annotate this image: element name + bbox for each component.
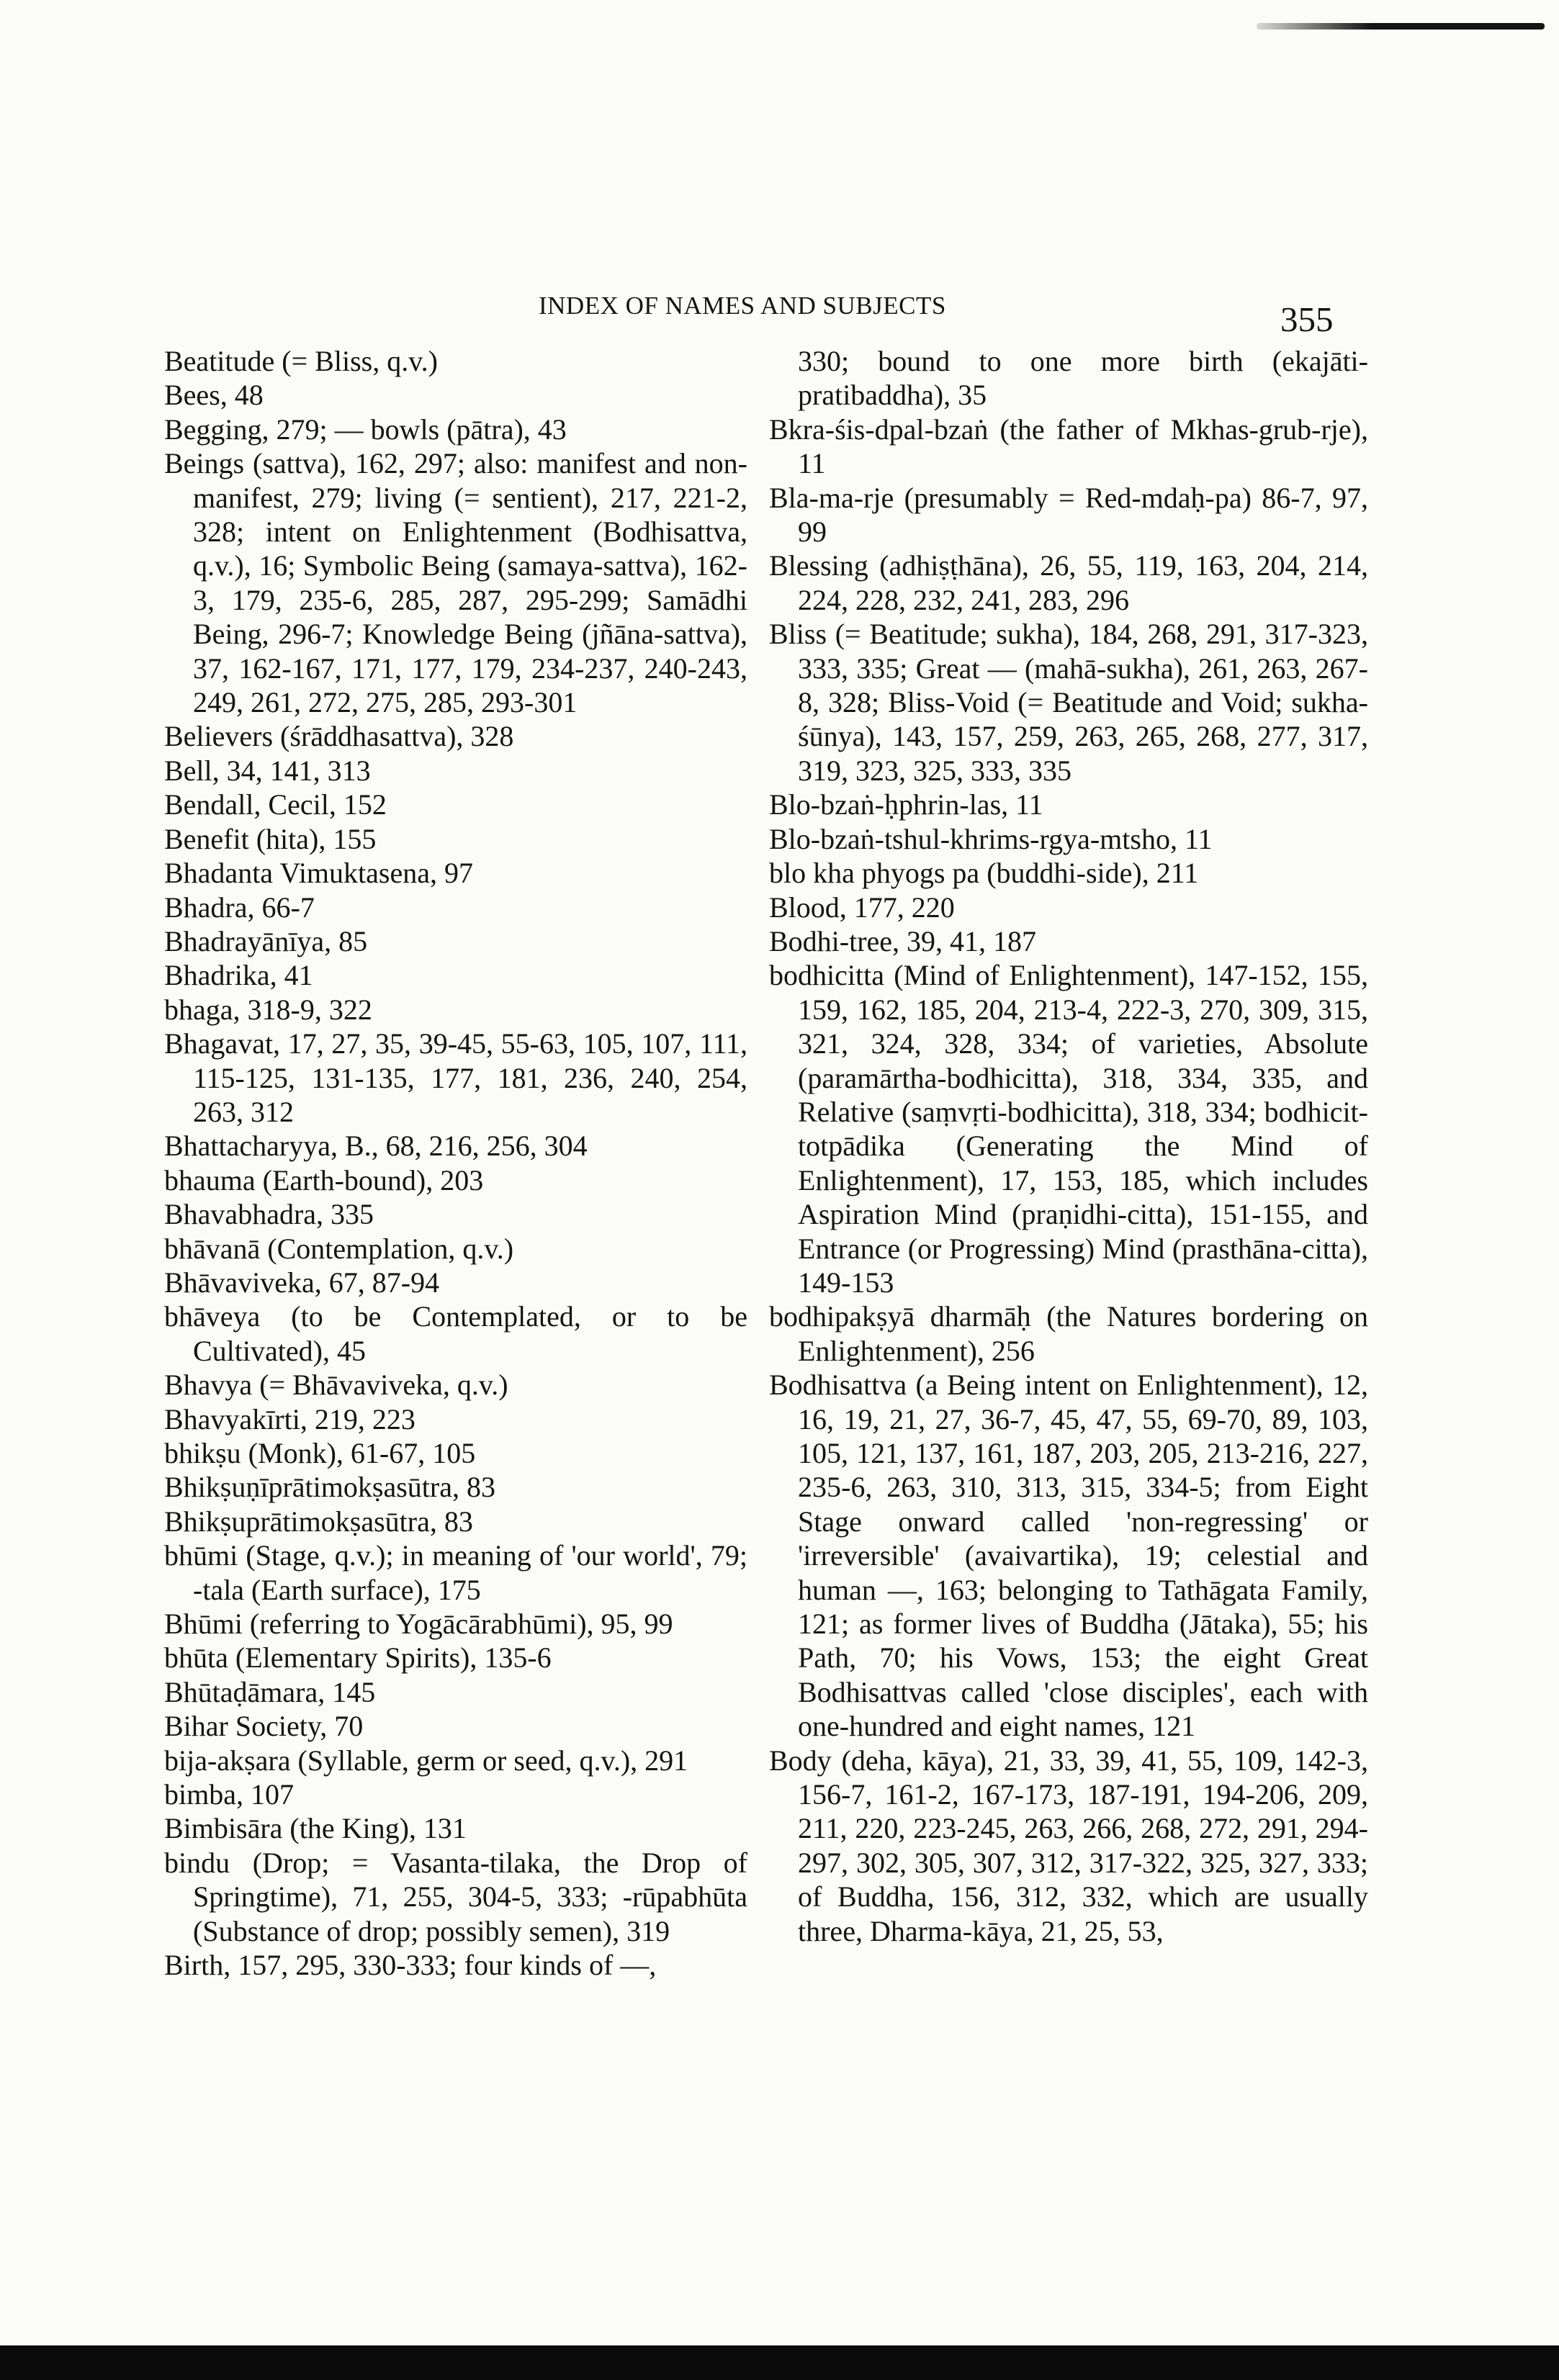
index-entry: Benefit (hita), 155 bbox=[164, 822, 377, 855]
index-entry: Bhavya (= Bhāvaviveka, q.v.) bbox=[164, 1369, 508, 1402]
index-entry: Bees, 48 bbox=[164, 379, 264, 412]
bottom-scan-band bbox=[0, 2345, 1559, 2380]
index-entry: Begging, 279; — bowls (pātra), 43 bbox=[164, 413, 567, 446]
index-entry: Bihar Society, 70 bbox=[164, 1710, 364, 1743]
index-entry: Bhavabhadra, 335 bbox=[164, 1198, 374, 1231]
index-entry: Bhagavat, 17, 27, 35, 39-45, 55-63, 105, 107, 111, 115-125, 131-135, 177, 181, 236, 240, 254, 263, 312 bbox=[164, 1027, 747, 1128]
index-entry: Bhadanta Vimuktasena, 97 bbox=[164, 857, 473, 890]
index-entry: bhūta (Elementary Spirits), 135-6 bbox=[164, 1641, 552, 1674]
index-entry: bija-akṣara (Syllable, germ or seed, q.v.), 291 bbox=[164, 1744, 688, 1777]
index-entry: Blood, 177, 220 bbox=[769, 891, 955, 924]
index-entry: bodhicitta (Mind of Enlightenment), 147-152, 155, 159, 162, 185, 204, 213-4, 222-3, 270, 309, 315, 321, 324, 328, 334; of varieties, Absolute (paramārtha-bodhicitta), 318, 334, 335, and Relative (saṃvṛti-bodhicitta), 318, 334; bodhicit-totpādika (Generating the Mind of Enlightenment), 17, 153, 185, which includes Aspiration Mind (praṇidhi-citta), 151-155, and Entrance (or Progressing) Mind (prasthāna-citta), 149-153 bbox=[769, 959, 1368, 1299]
index-entry: Blo-bzaṅ-tshul-khrims-rgya-mtsho, 11 bbox=[769, 822, 1213, 855]
index-entry: bhikṣu (Monk), 61-67, 105 bbox=[164, 1437, 476, 1469]
index-entry: Bkra-śis-dpal-bzaṅ (the father of Mkhas-grub-rje), 11 bbox=[769, 413, 1368, 480]
index-entry: blo kha phyogs pa (buddhi-side), 211 bbox=[769, 857, 1199, 890]
page-number: 355 bbox=[1280, 299, 1334, 339]
index-entry: Bla-ma-rje (presumably = Red-mdaḥ-pa) 86-7, 97, 99 bbox=[769, 481, 1368, 549]
index-entry: Bhadra, 66-7 bbox=[164, 891, 315, 924]
index-entry: Bhikṣuṇīprātimokṣasūtra, 83 bbox=[164, 1471, 495, 1504]
index-entry: Beings (sattva), 162, 297; also: manifest and non-manifest, 279; living (= sentient), 217, 221-2, 328; intent on Enlightenment (Bodhisattva, q.v.), 16; Symbolic Being (samaya-sattva), 162-3, 179, 235-6, 285, 287, 295-299; Samādhi Being, 296-7; Knowledge Being (jñāna-sattva), 37, 162-167, 171, 177, 179, 234-237, 240-243, 249, 261, 272, 275, 285, 293-301 bbox=[164, 447, 747, 719]
index-entry: bhauma (Earth-bound), 203 bbox=[164, 1163, 484, 1196]
index-entry: Bendall, Cecil, 152 bbox=[164, 788, 387, 821]
index-entry: bodhipakṣyā dharmāḥ (the Natures bordering on Enlightenment), 256 bbox=[769, 1300, 1368, 1367]
index-entry: Bhavyakīrti, 219, 223 bbox=[164, 1402, 415, 1435]
index-entry: Blo-bzaṅ-ḥphrin-las, 11 bbox=[769, 788, 1043, 821]
top-scan-rule bbox=[1257, 23, 1545, 30]
index-entry: bhaga, 318-9, 322 bbox=[164, 993, 372, 1026]
index-entry: Blessing (adhiṣṭhāna), 26, 55, 119, 163, 204, 214, 224, 228, 232, 241, 283, 296 bbox=[769, 549, 1368, 616]
index-entry: bhūmi (Stage, q.v.); in meaning of 'our world', 79; -tala (Earth surface), 175 bbox=[164, 1539, 747, 1606]
running-head: INDEX OF NAMES AND SUBJECTS bbox=[539, 292, 946, 320]
index-entry: Bhāvaviveka, 67, 87-94 bbox=[164, 1266, 440, 1299]
index-entry: Beatitude (= Bliss, q.v.) bbox=[164, 345, 438, 377]
index-entry: Bodhisattva (a Being intent on Enlightenment), 12, 16, 19, 21, 27, 36-7, 45, 47, 55, 69-70, 89, 103, 105, 121, 137, 161, 187, 203, 205, 213-216, 227, 235-6, 263, 310, 313, 315, 334-5; from Eight Stage onward called 'non-regressing' or 'irreversible' (avaivartika), 19; celestial and human —, 163; belonging to Tathāgata Family, 121; as former lives of Buddha (Jātaka), 55; his Path, 70; his Vows, 153; the eight Great Bodhisattvas called 'close disciples', each with one-hundred and eight names, 121 bbox=[769, 1369, 1368, 1743]
index-entry: Bhūtaḍāmara, 145 bbox=[164, 1675, 376, 1708]
index-entry: Bodhi-tree, 39, 41, 187 bbox=[769, 924, 1037, 957]
index-entry: Bell, 34, 141, 313 bbox=[164, 754, 371, 787]
index-entry: Bliss (= Beatitude; sukha), 184, 268, 291, 317-323, 333, 335; Great — (mahā-sukha), 261, 263, 267-8, 328; Bliss-Void (= Beatitude and Void; sukha-śūnya), 143, 157, 259, 263, 265, 268, 277, 317, 319, 323, 325, 333, 335 bbox=[769, 618, 1368, 787]
index-entry: Bhadrika, 41 bbox=[164, 959, 313, 992]
index-entry: bimba, 107 bbox=[164, 1778, 294, 1811]
index-entry: bhāvanā (Contemplation, q.v.) bbox=[164, 1232, 514, 1265]
index-entry: Bhikṣuprātimokṣasūtra, 83 bbox=[164, 1505, 473, 1538]
index-entry: Birth, 157, 295, 330-333; four kinds of —, bbox=[164, 1949, 657, 1982]
index-entry: Body (deha, kāya), 21, 33, 39, 41, 55, 109, 142-3, 156-7, 161-2, 167-173, 187-191, 194-206, 209, 211, 220, 223-245, 263, 266, 268, 272, 291, 294-297, 302, 305, 307, 312, 317-322, 325, 327, 333; of Buddha, 156, 312, 332, which are usually three, Dharma-kāya, 21, 25, 53, bbox=[769, 1744, 1368, 1947]
index-entry: Bhadrayānīya, 85 bbox=[164, 924, 368, 957]
index-column-right bbox=[769, 344, 1368, 1948]
index-entry: Bimbisāra (the King), 131 bbox=[164, 1812, 467, 1845]
index-entry: Bhūmi (referring to Yogācārabhūmi), 95, 99 bbox=[164, 1608, 673, 1641]
index-entry: bhāveya (to be Contemplated, or to be Cultivated), 45 bbox=[164, 1300, 747, 1367]
index-entry: bindu (Drop; = Vasanta-tilaka, the Drop of Springtime), 71, 255, 304-5, 333; -rūpabhūta (Substance of drop; possibly semen), 319 bbox=[164, 1846, 747, 1947]
index-entry: Believers (śrāddhasattva), 328 bbox=[164, 720, 514, 753]
index-entry: Bhattacharyya, B., 68, 216, 256, 304 bbox=[164, 1130, 588, 1163]
index-entry-continuation: 330; bound to one more birth (ekajāti-pratibaddha), 35 bbox=[798, 345, 1368, 412]
index-column-left bbox=[164, 344, 747, 1983]
